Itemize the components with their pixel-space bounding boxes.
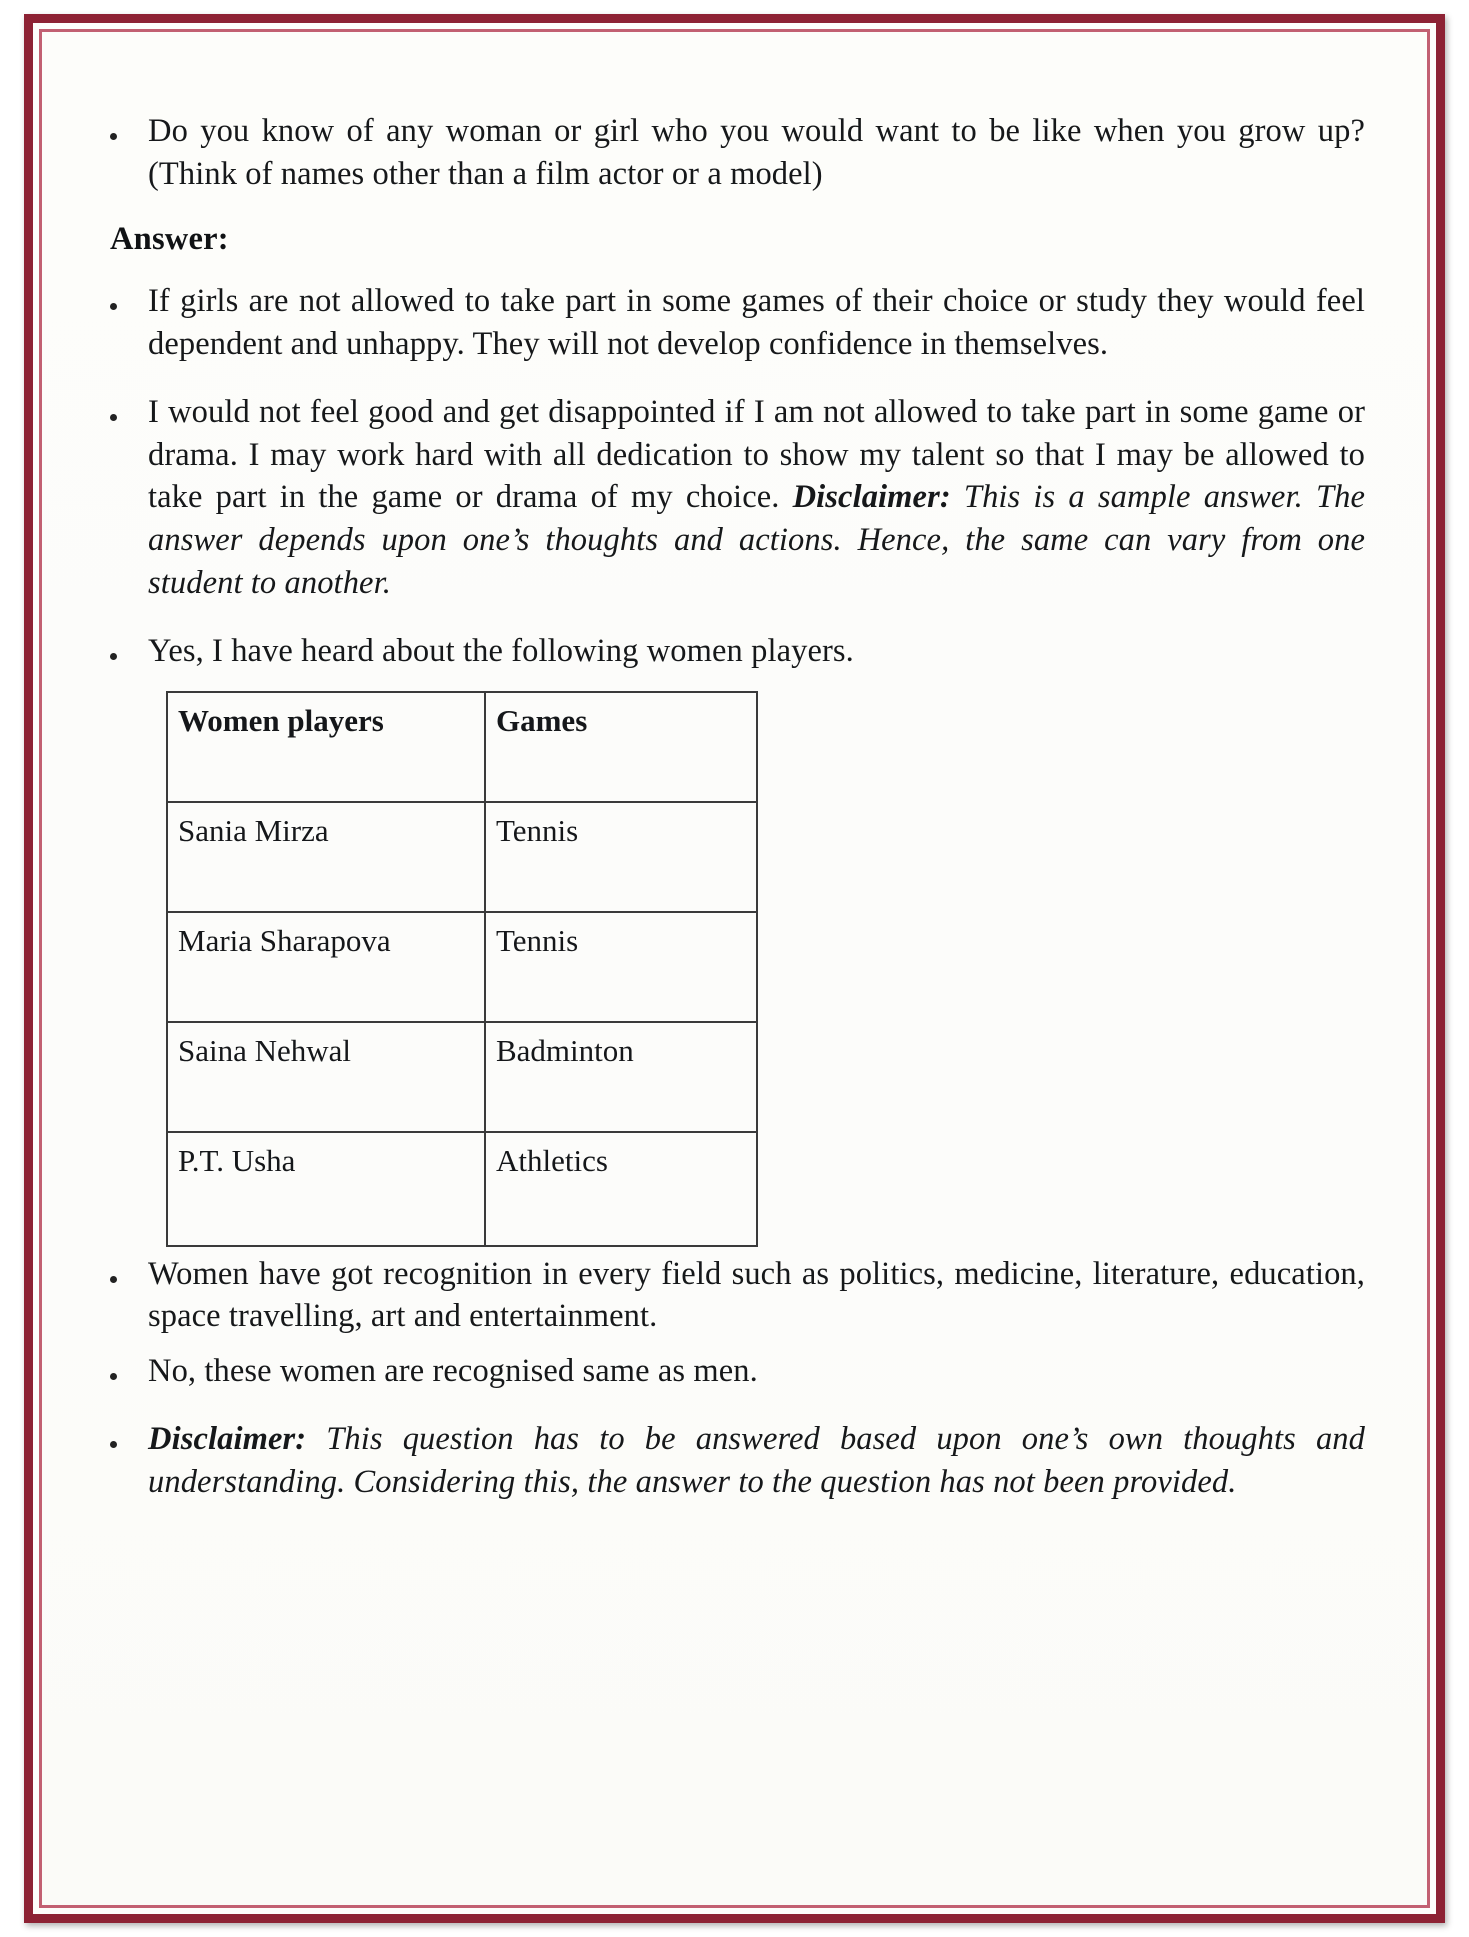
table-header-row	[167, 692, 757, 802]
table-row	[167, 1022, 757, 1132]
bullet-dot-icon	[104, 630, 148, 660]
answer-bullet-girls-not-allowed	[104, 280, 1365, 365]
answer-bullet-heard-about-players	[104, 630, 1365, 673]
table-cell-player: P.T. Usha	[167, 1132, 485, 1246]
page-border-frame	[24, 14, 1445, 1923]
answer-heading: Answer:	[110, 221, 229, 258]
inline-disclaimer-text: This is a sample answer. The answer depends upon one’s thoughts and actions. Hence, the same can vary from one student to another.	[148, 479, 1365, 601]
closing-bullet-women-recognition	[104, 1253, 1365, 1338]
bullet-dot-icon	[104, 1350, 148, 1380]
closing-bullet-recognised-same-as-men	[104, 1350, 1365, 1393]
answer-bullet-text-with-disclaimer	[148, 391, 1365, 604]
page-border-inner	[39, 29, 1430, 1908]
table-cell-game: Badminton	[485, 1022, 757, 1132]
table-row	[167, 802, 757, 912]
table-cell-player: Sania Mirza	[167, 802, 485, 912]
bullet-dot-icon	[104, 1418, 148, 1448]
women-players-table	[166, 691, 758, 1247]
table-cell-player: Saina Nehwal	[167, 1022, 485, 1132]
inline-disclaimer-label: Disclaimer:	[792, 479, 951, 516]
closing-bullet-text: No, these women are recognised same as men.	[148, 1352, 758, 1389]
table-header-games: Games	[485, 692, 757, 802]
bullet-dot-icon	[104, 280, 148, 310]
answer-bullet-text: Yes, I have heard about the following women players.	[148, 633, 854, 670]
closing-bullet-text: Women have got recognition in every field such as politics, medicine, literature, education, space travelling, art and entertainment.	[148, 1255, 1365, 1335]
bullet-dot-icon	[104, 110, 148, 140]
table-row	[167, 1132, 757, 1246]
table-cell-player: Maria Sharapova	[167, 912, 485, 1022]
final-disclaimer-label: Disclaimer:	[148, 1421, 307, 1458]
table-header-women-players: Women players	[167, 692, 485, 802]
answer-bullet-would-not-feel-good	[104, 391, 1365, 604]
answer-bullet-text: If girls are not allowed to take part in some games of their choice or study they would feel dependent and unhappy. They will not develop confidence in themselves.	[148, 283, 1365, 362]
answer-bullet-lead-text: I would not feel good and get disappointed if I am not allowed to take part in some game or drama. I may work hard with all dedication to show my talent so that I may be allowed to take part in the game or drama of my choice.	[148, 394, 1365, 516]
final-disclaimer-body	[148, 1418, 1365, 1503]
bullet-dot-icon	[104, 1253, 148, 1283]
page-content	[42, 32, 1427, 1905]
bullet-dot-icon	[104, 391, 148, 421]
question-bullet-text: Do you know of any woman or girl who you would want to be like when you grow up? (Think of names other than a film actor or a model)	[148, 113, 1365, 192]
table-cell-game: Tennis	[485, 802, 757, 912]
table-cell-game: Athletics	[485, 1132, 757, 1246]
players-table-wrapper	[166, 691, 1365, 1247]
final-disclaimer-text: This question has to be answered based upon one’s own thoughts and understanding. Considering this, the answer to the question has not been provided.	[148, 1421, 1365, 1500]
table-row	[167, 912, 757, 1022]
final-disclaimer-bullet	[104, 1418, 1365, 1503]
question-bullet	[104, 110, 1365, 195]
table-cell-game: Tennis	[485, 912, 757, 1022]
